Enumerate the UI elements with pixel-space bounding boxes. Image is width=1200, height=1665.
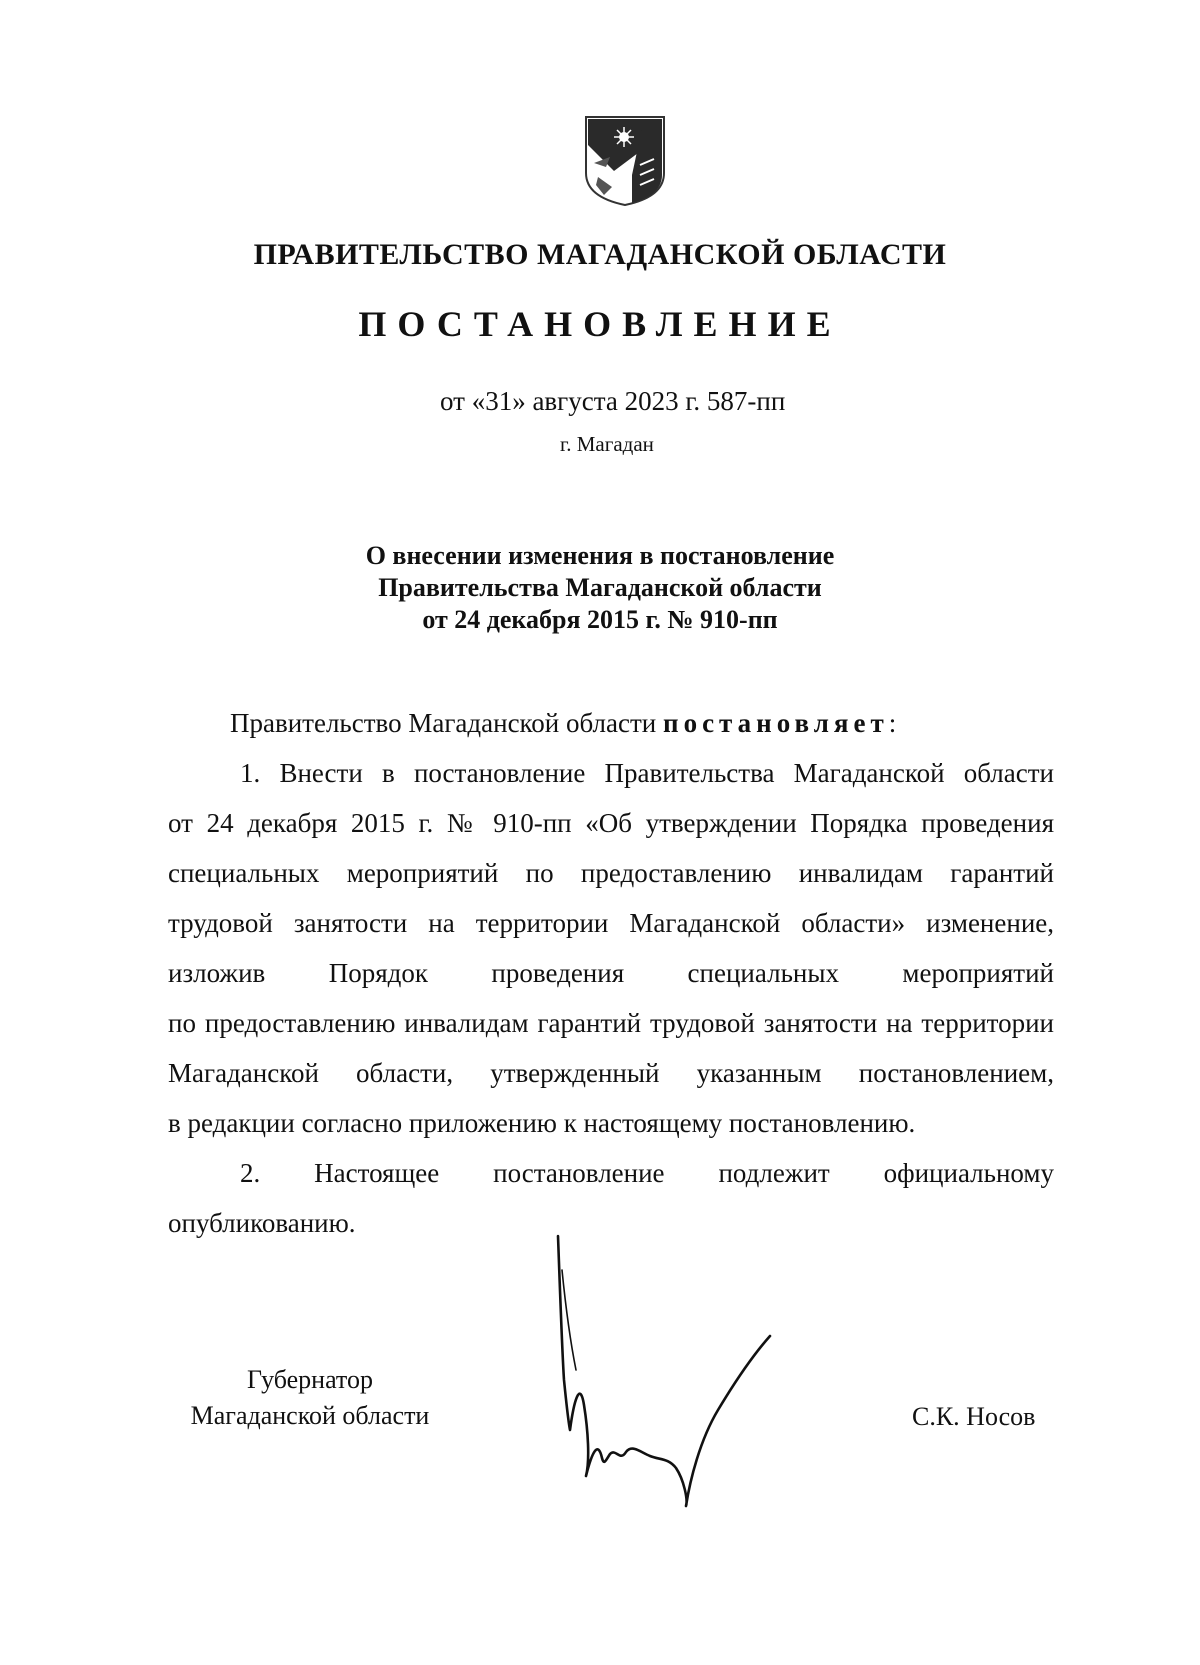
- preamble: [168, 698, 1054, 748]
- title-line: от 24 декабря 2015 г. № 910-пп: [422, 605, 778, 634]
- preamble-subject: Правительство Магаданской области: [230, 708, 657, 738]
- paragraph-2-line: опубликованию.: [168, 1208, 356, 1238]
- signatory-position: [170, 1362, 450, 1434]
- document-type-heading: ПОСТАНОВЛЕНИЕ: [358, 304, 842, 344]
- paragraph-1-line: по предоставлению инвалидам гарантий трудовой занятости на территории: [168, 1008, 1054, 1038]
- handwritten-signature: [540, 1230, 800, 1510]
- title-line: Правительства Магаданской области: [378, 573, 822, 602]
- signatory-name: С.К. Носов: [912, 1402, 1036, 1431]
- city-label: г. Магадан: [560, 432, 654, 456]
- preamble-colon: :: [888, 708, 897, 738]
- paragraph-1-line: 1. Внести в постановление Правительства Магаданской области: [240, 758, 1054, 788]
- coat-of-arms-icon: [584, 115, 666, 207]
- paragraph-1-line: изложив Порядок проведения специальных мероприятий: [168, 958, 1054, 988]
- preamble-verb: постановляет: [663, 708, 889, 738]
- signatory-position-line: Магаданской области: [190, 1401, 430, 1430]
- organization-heading: ПРАВИТЕЛЬСТВО МАГАДАНСКОЙ ОБЛАСТИ: [253, 238, 947, 271]
- paragraph-1-line: в редакции согласно приложению к настоящему постановлению.: [168, 1108, 916, 1138]
- paragraph-1-line: от 24 декабря 2015 г. № 910-пп «Об утверждении Порядка проведения: [168, 808, 1054, 838]
- paragraph-1-line: трудовой занятости на территории Магаданской области» изменение,: [168, 908, 1054, 938]
- title-line: О внесении изменения в постановление: [365, 541, 835, 570]
- paragraph-1-line: Магаданской области, утвержденный указанным постановлением,: [168, 1058, 1054, 1088]
- paragraph-2-line: 2. Настоящее постановление подлежит официальному: [240, 1158, 1054, 1188]
- paragraph-1-line: специальных мероприятий по предоставлению инвалидам гарантий: [168, 858, 1054, 888]
- signatory-position-line: Губернатор: [247, 1365, 373, 1394]
- document-body: [168, 698, 1054, 1248]
- date-and-number: от «31» августа 2023 г. 587-пп: [440, 386, 786, 416]
- document-title: [0, 540, 1200, 636]
